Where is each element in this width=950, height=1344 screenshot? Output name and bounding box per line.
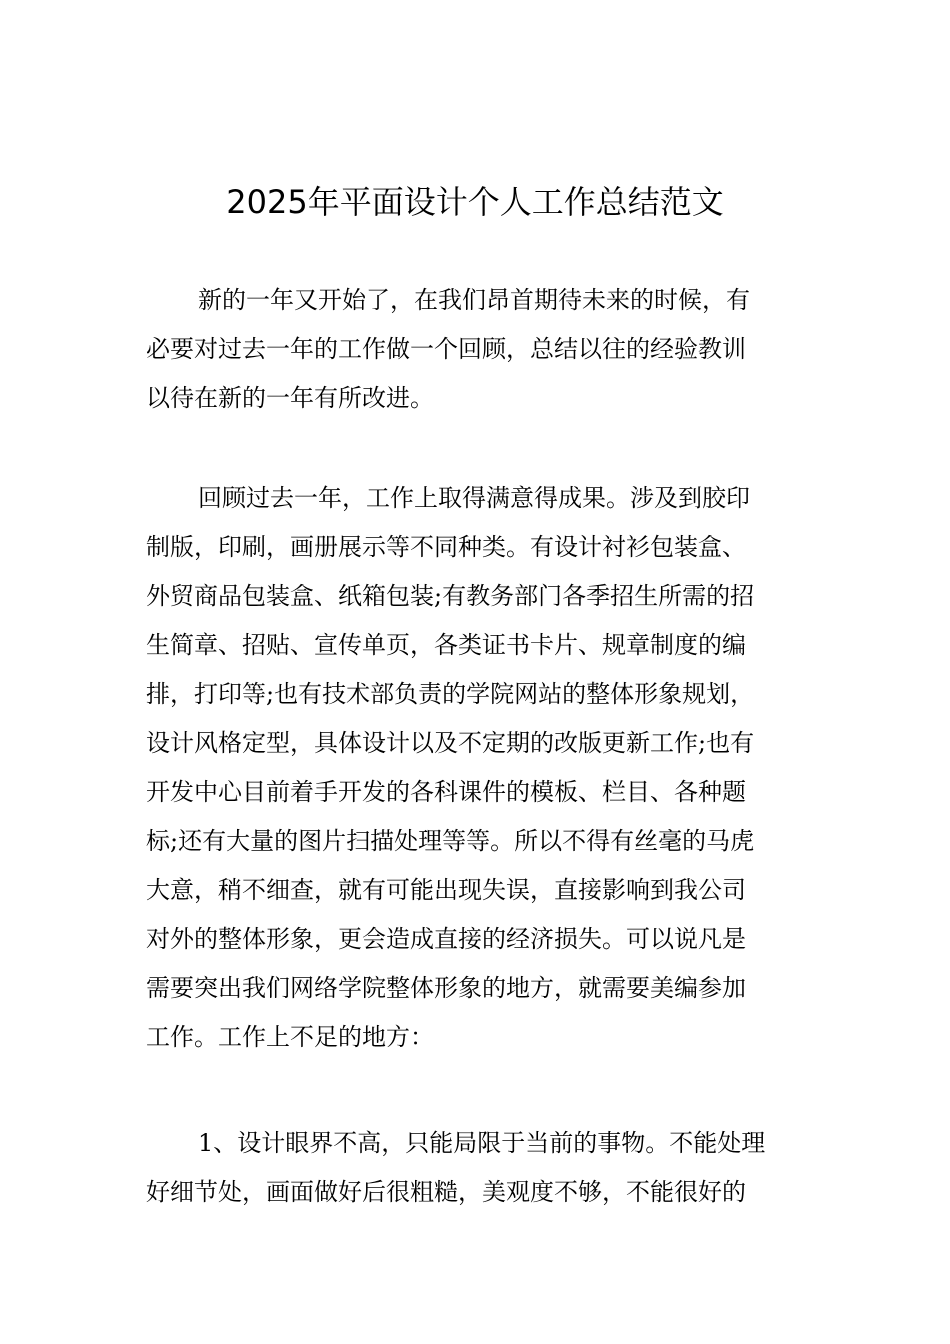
paragraph-line: 标;还有大量的图片扫描处理等等。所以不得有丝毫的马虎 <box>146 827 755 855</box>
paragraph-shortcomings <box>146 1119 806 1217</box>
paragraph-line: 1、设计眼界不高，只能局限于当前的事物。不能处理 <box>198 1129 766 1157</box>
paragraph-line: 外贸商品包装盒、纸箱包装;有教务部门各季招生所需的招 <box>146 582 755 610</box>
document-title: 2025年平面设计个人工作总结范文 <box>226 183 724 221</box>
paragraph-review <box>146 474 806 1062</box>
paragraph-line: 新的一年又开始了，在我们昂首期待未来的时候，有 <box>198 286 750 314</box>
paragraph-intro <box>146 276 806 423</box>
paragraph-line: 工作。工作上不足的地方： <box>146 1023 434 1051</box>
paragraph-line: 必要对过去一年的工作做一个回顾，总结以往的经验教训 <box>146 335 746 363</box>
paragraph-line: 以待在新的一年有所改进。 <box>146 384 434 412</box>
paragraph-line: 开发中心目前着手开发的各科课件的模板、栏目、各种题 <box>146 778 746 806</box>
paragraph-line: 设计风格定型，具体设计以及不定期的改版更新工作;也有 <box>146 729 755 757</box>
paragraph-line: 大意，稍不细查，就有可能出现失误，直接影响到我公司 <box>146 876 746 904</box>
paragraph-line: 对外的整体形象，更会造成直接的经济损失。可以说凡是 <box>146 925 746 953</box>
paragraph-line: 排，打印等;也有技术部负责的学院网站的整体形象规划， <box>146 680 755 708</box>
paragraph-line: 制版，印刷，画册展示等不同种类。有设计衬衫包装盒、 <box>146 533 746 561</box>
paragraph-line: 回顾过去一年，工作上取得满意得成果。涉及到胶印 <box>198 484 750 512</box>
paragraph-line: 生简章、招贴、宣传单页，各类证书卡片、规章制度的编 <box>146 631 746 659</box>
paragraph-line: 需要突出我们网络学院整体形象的地方，就需要美编参加 <box>146 974 746 1002</box>
paragraph-line: 好细节处，画面做好后很粗糙，美观度不够，不能很好的 <box>146 1178 746 1206</box>
